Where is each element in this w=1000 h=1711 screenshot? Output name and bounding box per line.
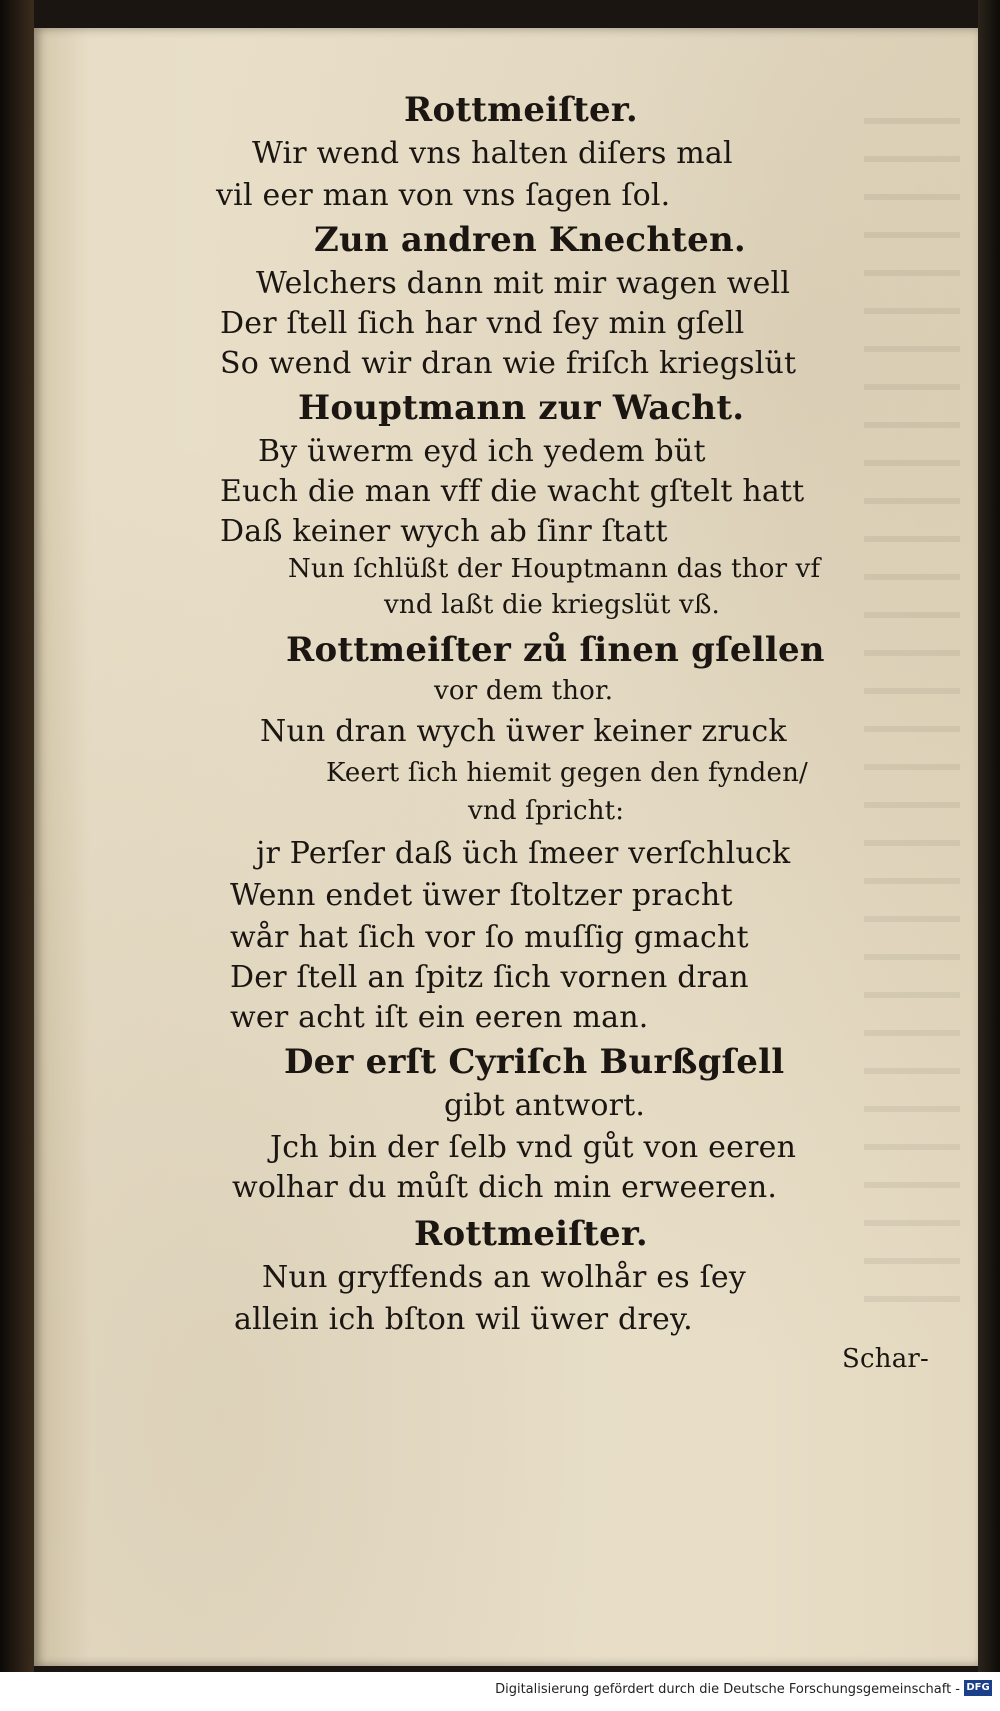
stage-direction: vnd laßt die kriegslüt vß. [384,590,721,620]
stage-direction: vnd ſpricht: [468,796,625,826]
speaker-heading: Der erſt Cyriſch Burßgſell [284,1042,785,1082]
digitization-footer [0,1672,1000,1711]
verse-line: Der ſtell an ſpitz ſich vornen dran [230,960,749,995]
verse-line: allein ich bſton wil üwer drey. [234,1302,693,1337]
verse-line: wer acht iſt ein eeren man. [230,1000,649,1035]
stage-direction: vor dem thor. [434,676,614,706]
verse-line: So wend wir dran wie friſch kriegslüt [220,346,797,381]
speaker-heading: Rottmeiſter zů ſinen gſellen [286,630,825,670]
speaker-heading: Houptmann zur Wacht. [298,388,745,428]
verse-line: Nun dran wych üwer keiner zruck [260,714,787,749]
book-page [34,28,978,1666]
stage-direction: gibt antwort. [444,1088,646,1123]
catchword: Schar- [842,1344,930,1374]
stage-direction: Keert ſich hiemit gegen den fynden/ [326,758,808,788]
dfg-logo: DFG [964,1680,992,1696]
stage-direction: Nun ſchlüßt der Houptmann das thor vf [288,554,821,584]
bleed-through [864,118,960,1318]
speaker-heading: Zun andren Knechten. [314,220,746,260]
funding-credit: Digitalisierung gefördert durch die Deutsche Forschungsgemeinschaft - [495,1682,960,1697]
speaker-heading: Rottmeiſter. [414,1214,648,1254]
book-spine [0,0,34,1711]
verse-line: Wenn endet üwer ſtoltzer pracht [230,878,733,913]
verse-line: Jch bin der ſelb vnd gůt von eeren [270,1130,797,1165]
verse-line: By üwerm eyd ich yedem büt [258,434,706,469]
verse-line: Euch die man vff die wacht gſtelt hatt [220,474,805,509]
verse-line: Der ſtell ſich har vnd ſey min gſell [220,306,745,341]
verse-line: vil eer man von vns ſagen ſol. [216,178,671,213]
speaker-heading: Rottmeiſter. [404,90,638,130]
verse-line: jr Perſer daß üch ſmeer verſchluck [256,836,791,871]
verse-line: Wir wend vns halten diſers mal [252,136,733,171]
verse-line: Welchers dann mit mir wagen well [256,266,791,301]
verse-line: wår hat ſich vor ſo muſſig gmacht [230,920,749,955]
verse-line: Daß keiner wych ab ſinr ſtatt [220,514,668,549]
verse-line: wolhar du můſt dich min erweeren. [232,1170,778,1205]
page-edge [978,0,1000,1711]
verse-line: Nun gryffends an wolhår es ſey [262,1260,746,1295]
